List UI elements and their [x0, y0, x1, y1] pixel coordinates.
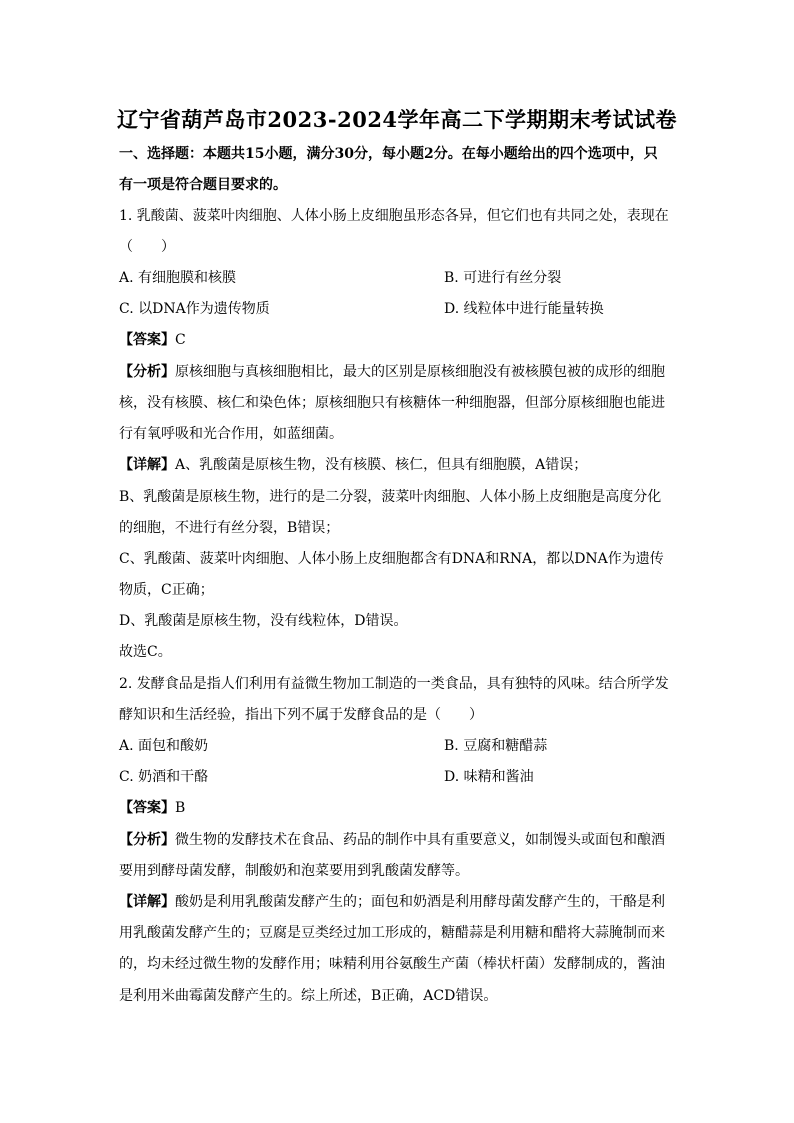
q2-option-a: A. 面包和酸奶	[119, 738, 209, 754]
answer-value: C	[175, 332, 186, 348]
q2-option-d: D. 味精和酱油	[444, 769, 534, 785]
q2-detail-line4: 是利用米曲霉菌发酵产生的。综上所述，B正确，ACD错误。	[119, 988, 498, 1004]
detail-tag: 【详解】	[119, 457, 175, 473]
q1-detail-line3: 的细胞，不进行有丝分裂，B错误；	[119, 520, 340, 536]
q2-stem-line1: 2. 发酵食品是指人们利用有益微生物加工制造的一类食品，具有独特的风味。结合所学发	[119, 676, 669, 692]
q1-stem-line2: （ ）	[119, 239, 175, 255]
q2-detail-line1	[119, 892, 679, 912]
analysis-text: 微生物的发酵技术在食品、药品的制作中具有重要意义，如制馒头或面包和酿酒	[175, 832, 665, 848]
q1-detail-line6: D、乳酸菌是原核生物，没有线粒体，D错误。	[119, 613, 408, 629]
detail-text: 酸奶是利用乳酸菌发酵产生的；面包和奶酒是利用酵母菌发酵产生的，干酪是利	[175, 894, 665, 910]
q1-detail-line4: C、乳酸菌、菠菜叶肉细胞、人体小肠上皮细胞都含有DNA和RNA，都以DNA作为遗传	[119, 551, 664, 567]
q2-detail-line2: 用乳酸菌发酵产生的；豆腐是豆类经过加工形成的，糖醋蒜是利用糖和醋将大蒜腌制而来	[119, 925, 665, 941]
q2-analysis-line1	[119, 830, 679, 850]
answer-tag: 【答案】	[119, 800, 175, 816]
analysis-text: 原核细胞与真核细胞相比，最大的区别是原核细胞没有被核膜包被的成形的细胞	[175, 364, 665, 380]
q1-analysis-line1	[119, 362, 679, 382]
q1-analysis-line2: 核，没有核膜、核仁和染色体；原核细胞只有核糖体一种细胞器，但部分原核细胞也能进	[119, 395, 665, 411]
answer-tag: 【答案】	[119, 332, 175, 348]
q1-answer	[119, 330, 679, 350]
detail-text: A、乳酸菌是原核生物，没有核膜、核仁，但具有细胞膜，A错误；	[175, 457, 588, 473]
q1-analysis-line3: 行有氧呼吸和光合作用，如蓝细菌。	[119, 426, 343, 442]
q1-option-c: C. 以DNA作为遗传物质	[119, 301, 270, 317]
section-heading-line1: 一、选择题：本题共15小题，满分30分，每小题2分。在每小题给出的四个选项中，只	[119, 146, 658, 162]
analysis-tag: 【分析】	[119, 364, 175, 380]
detail-tag: 【详解】	[119, 894, 175, 910]
q2-analysis-line2: 要用到酵母菌发酵，制酸奶和泡菜要用到乳酸菌发酵等。	[119, 863, 469, 879]
q2-option-b: B. 豆腐和糖醋蒜	[444, 738, 548, 754]
q1-stem-line1: 1. 乳酸菌、菠菜叶肉细胞、人体小肠上皮细胞虽形态各异，但它们也有共同之处，表现在	[119, 208, 669, 224]
q1-option-b: B. 可进行有丝分裂	[444, 270, 562, 286]
section-heading-line2: 有一项是符合题目要求的。	[119, 177, 287, 193]
q2-stem-line2: 酵知识和生活经验，指出下列不属于发酵食品的是（ ）	[119, 707, 483, 723]
page-title: 辽宁省葫芦岛市2023-2024学年高二下学期期末考试试卷	[116, 107, 678, 132]
q2-answer	[119, 798, 679, 818]
q1-detail-line2: B、乳酸菌是原核生物，进行的是二分裂，菠菜叶肉细胞、人体小肠上皮细胞是高度分化	[119, 489, 662, 505]
q1-detail-line1	[119, 455, 679, 475]
q2-option-c: C. 奶酒和干酪	[119, 769, 209, 785]
q2-detail-line3: 的，均未经过微生物的发酵作用；味精利用谷氨酸生产菌（棒状杆菌）发酵制成的，酱油	[119, 956, 665, 972]
q1-detail-line5: 物质，C正确；	[119, 582, 214, 598]
analysis-tag: 【分析】	[119, 832, 175, 848]
q1-option-d: D. 线粒体中进行能量转换	[444, 301, 604, 317]
answer-value: B	[175, 800, 186, 816]
q1-option-a: A. 有细胞膜和核膜	[119, 270, 237, 286]
q1-conclusion: 故选C。	[119, 644, 172, 660]
